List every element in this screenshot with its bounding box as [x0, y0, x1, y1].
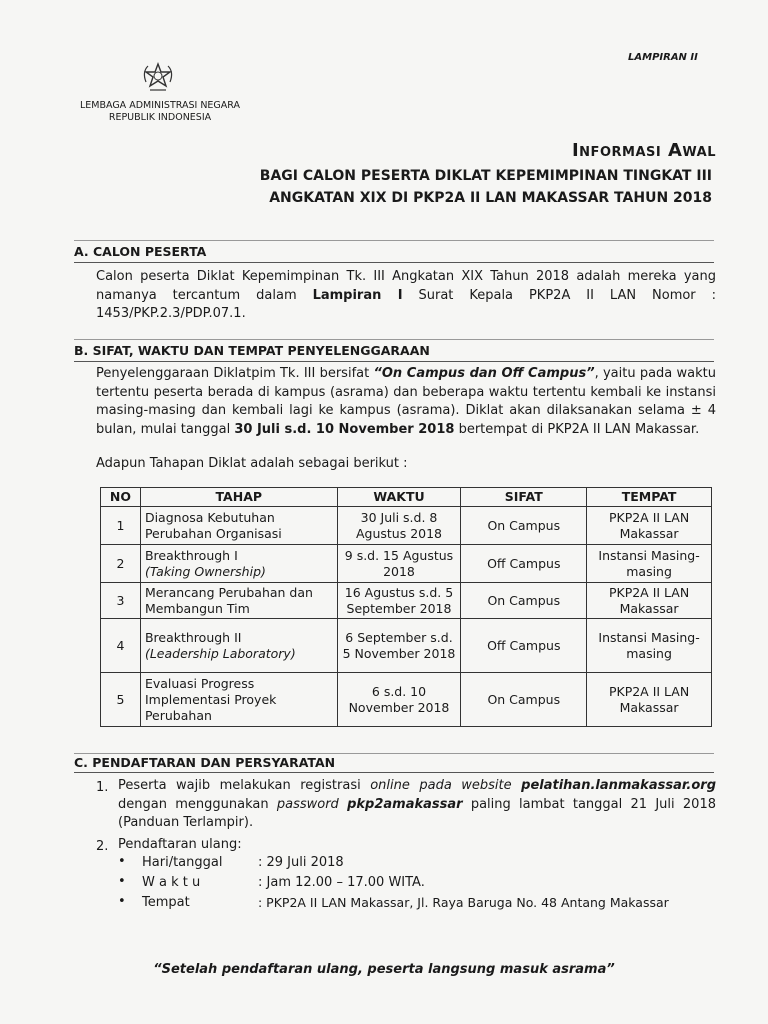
document-subtitle: [192, 165, 712, 209]
section-b-p1-post: bertempat di PKP2A II LAN Makassar.: [454, 421, 700, 437]
divider: [74, 753, 714, 754]
col-header-tahap: TAHAP: [140, 488, 337, 507]
divider: [74, 240, 714, 241]
col-header-no: NO: [101, 488, 141, 507]
lampiran-label: LAMPIRAN II: [628, 52, 698, 63]
cell-tahap: [140, 545, 337, 583]
detail-value: : 29 Juli 2018: [258, 855, 344, 870]
cell-tempat: Instansi Masing-masing: [587, 619, 712, 673]
password-text: pkp2amakassar: [347, 796, 463, 812]
re-registration-label: Pendaftaran ulang:: [118, 837, 242, 852]
table-row: [101, 673, 712, 727]
tahap-text: Evaluasi Progress Implementasi Proyek Perubahan: [144, 675, 277, 723]
section-b-p1-mid: , yaitu pada waktu tertentu peserta berada di kampus (asrama) dan beberapa waktu tertentu kembali ke instansi masing-masing dan kembali lagi ke kampus (asrama). Diklat akan dilaksanakan selama ± 4 bulan, mulai tanggal: [96, 366, 716, 437]
website-link[interactable]: pelatihan.lanmakassar.org: [521, 778, 716, 793]
item1-text-a: Peserta wajib melakukan registrasi: [118, 778, 371, 793]
section-b-paragraph: [96, 365, 716, 439]
subtitle-line-2: ANGKATAN XIX DI PKP2A II LAN MAKASSAR TAHUN 2018: [269, 190, 712, 206]
col-header-sifat: SIFAT: [461, 488, 587, 507]
tahap-text: Diagnosa Kebutuhan Perubahan Organisasi: [144, 509, 282, 541]
cell-sifat: On Campus: [461, 507, 587, 545]
detail-label: Tempat: [142, 895, 190, 910]
bullet: •: [118, 894, 126, 909]
cell-tempat: PKP2A II LAN Makassar: [587, 673, 712, 727]
document-title: Informasi Awal: [571, 140, 716, 161]
col-header-waktu: WAKTU: [337, 488, 461, 507]
cell-tahap: [140, 619, 337, 673]
section-a-text-pre: Calon peserta Diklat Kepemimpinan Tk. III Angkatan XIX Tahun 2018 adalah mereka yang namanya tercantum dalam: [96, 269, 716, 303]
cell-tempat: Instansi Masing-masing: [587, 545, 712, 583]
table-header-row: [101, 488, 712, 507]
cell-tempat: PKP2A II LAN Makassar: [587, 583, 712, 619]
cell-tahap: [140, 673, 337, 727]
org-line-2: REPUBLIK INDONESIA: [108, 112, 212, 123]
cell-no: 5: [101, 673, 141, 727]
registration-instruction: [118, 777, 716, 833]
cell-tempat: PKP2A II LAN Makassar: [587, 507, 712, 545]
list-number: 2.: [96, 839, 109, 854]
col-header-tempat: TEMPAT: [587, 488, 712, 507]
cell-waktu: 9 s.d. 15 Agustus 2018: [337, 545, 461, 583]
item1-text-e: paling lambat tanggal 21 Juli 2018 (Panduan Terlampir).: [118, 796, 716, 830]
cell-tahap: [140, 583, 337, 619]
item1-text-b: online pada website: [370, 778, 522, 793]
detail-value: : Jam 12.00 – 17.00 WITA.: [258, 875, 425, 890]
divider: [74, 262, 714, 263]
cell-no: 2: [101, 545, 141, 583]
table-row: [101, 583, 712, 619]
table-row: [101, 619, 712, 673]
tahap-subtitle: (Taking Ownership): [144, 563, 266, 579]
tahap-text: Breakthrough II: [144, 629, 242, 645]
cell-sifat: Off Campus: [461, 619, 587, 673]
section-b-intro: Adapun Tahapan Diklat adalah sebagai berikut :: [96, 456, 408, 471]
closing-quote: “Setelah pendaftaran ulang, peserta langsung masuk asrama”: [153, 962, 615, 977]
divider: [74, 361, 714, 362]
tahapan-table: [100, 487, 712, 727]
section-a-text: [96, 268, 716, 324]
cell-waktu: 6 s.d. 10 November 2018: [337, 673, 461, 727]
table-row: [101, 545, 712, 583]
section-c-heading: C. PENDAFTARAN DAN PERSYARATAN: [74, 755, 336, 770]
tahap-text: Breakthrough I: [144, 547, 238, 563]
divider: [74, 772, 714, 773]
bullet: •: [118, 874, 126, 889]
org-line-1: LEMBAGA ADMINISTRASI NEGARA: [79, 100, 241, 111]
cell-sifat: Off Campus: [461, 545, 587, 583]
cell-waktu: 30 Juli s.d. 8 Agustus 2018: [337, 507, 461, 545]
divider: [74, 339, 714, 340]
cell-no: 1: [101, 507, 141, 545]
lampiran-reference: Lampiran I: [312, 287, 403, 303]
item1-text-c: dengan menggunakan: [118, 796, 277, 812]
tahap-text: Merancang Perubahan dan Membangun Tim: [144, 584, 313, 616]
subtitle-line-1: BAGI CALON PESERTA DIKLAT KEPEMIMPINAN TINGKAT III: [259, 168, 712, 184]
cell-sifat: On Campus: [461, 673, 587, 727]
cell-waktu: 6 September s.d. 5 November 2018: [337, 619, 461, 673]
section-a-text-post: Surat Kepala PKP2A II LAN Nomor : 1453/PKP.2.3/PDP.07.1.: [96, 287, 716, 321]
cell-no: 3: [101, 583, 141, 619]
item1-text-d: password: [276, 796, 348, 812]
cell-no: 4: [101, 619, 141, 673]
tahap-subtitle: (Leadership Laboratory): [144, 645, 296, 661]
cell-waktu: 16 Agustus s.d. 5 September 2018: [337, 583, 461, 619]
section-b-heading: B. SIFAT, WAKTU DAN TEMPAT PENYELENGGARAAN: [74, 343, 430, 358]
detail-value: : PKP2A II LAN Makassar, Jl. Raya Baruga No. 48 Antang Makassar: [258, 895, 669, 910]
organization-name: [60, 100, 260, 124]
list-number: 1.: [96, 780, 109, 795]
section-a-heading: A. CALON PESERTA: [74, 244, 207, 259]
detail-label: Hari/tanggal: [142, 855, 223, 870]
diklat-dates: 30 Juli s.d. 10 November 2018: [234, 421, 455, 437]
table-row: [101, 507, 712, 545]
detail-label: W a k t u: [142, 875, 201, 890]
campus-type: “On Campus dan Off Campus”: [373, 366, 595, 381]
cell-sifat: On Campus: [461, 583, 587, 619]
section-b-p1-pre: Penyelenggaraan Diklatpim Tk. III bersifat: [96, 366, 374, 381]
cell-tahap: [140, 507, 337, 545]
garuda-emblem-icon: [140, 60, 176, 96]
bullet: •: [118, 854, 126, 869]
